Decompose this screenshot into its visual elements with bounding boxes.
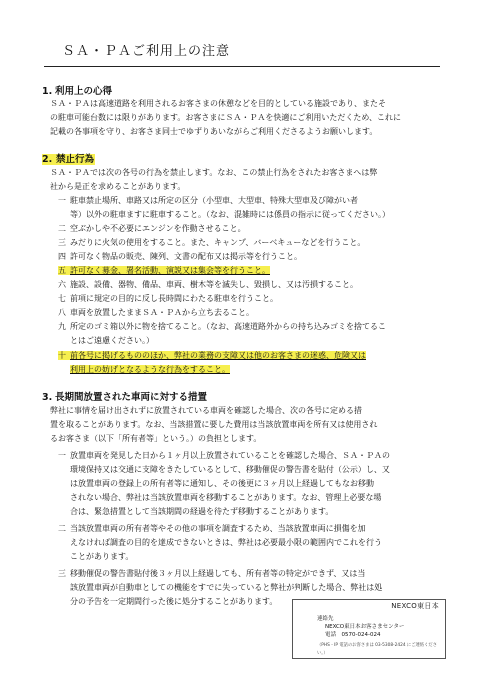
section-1-line: 記載の各事項を守り、お客さま同士でゆずりあいながらご利用くださるようお願いします。 [50,127,378,136]
contact-center: NEXCO東日本お客さまセンター [325,624,405,630]
prohibition-item-cont: 等）以外の駐車ますに駐車すること。（なお、混雑時には係員の指示に従ってください。） [70,210,390,219]
nexco-logo: NEXCO東日本 [391,602,439,610]
prohibition-item-highlighted: 五 許可なく募金、署名活動、演説又は集会等を行うこと。 [58,266,270,275]
prohibition-item: 七 前項に規定の目的に反し長時間にわたる駐車を行うこと。 [58,294,278,303]
measure-item: 一 放置車両を発見した日から１ヶ月以上放置されていることを確認した場合、ＳＡ・ＰＡの [58,451,390,460]
measure-item-cont: 該放置車両が自動車としての機能をすでに失っていると弊社が判断した場合、弊社は処 [70,583,383,592]
contact-note: （PHS・IP 電話のお客さまは 03-5308-2424 にご連絡ください。） [317,643,437,656]
prohibition-item: 三 みだりに火気の使用をすること。また、キャンプ、バーベキューなどを行うこと。 [58,238,366,247]
prohibition-item: 一 駐車禁止場所、車路又は所定の区分（小型車、大型車、特殊大型車及び障がい者 [58,196,358,205]
prohibition-item: 四 許可なく物品の販売、陳列、文書の配布又は掲示等を行うこと。 [58,252,302,261]
measure-item-cont: 環境保持又は交通に支障をきたしているとして、移動催促の警告書を貼付（公示）し、又 [70,465,390,474]
section-1-title: 利用上の心得 [55,86,113,97]
measure-item: 三 移動催促の警告書貼付後３ヶ月以上経過しても、所有者等の特定ができず、又は当 [58,569,366,578]
prohibition-item-highlighted: 十 前各号に掲げるもののほか、弊社の業務の支障又は他のお客さまの迷惑、危険又は [58,351,366,360]
section-3-heading [42,389,207,403]
section-2-title: 禁止行為 [56,154,95,165]
measure-item-cont: は放置車両の登録上の所有者等に通知し、その後更に３ヶ月以上経過してもなお移動 [70,479,374,488]
prohibition-item: 二 空ぶかしや不必要にエンジンを作動させること。 [58,224,246,233]
section-3-number: 3. [42,392,53,403]
section-3-intro-line: 弊社に事情を届け出されずに放置されている車両を確認した場合、次の各号に定める措 [50,406,362,415]
section-2-heading [42,151,95,165]
prohibition-item: 九 所定のゴミ箱以外に物を捨てること。（なお、高速道路外からの持ち込みゴミを捨てるこ [58,322,386,331]
section-2-intro-line: 社から是正を求めることがあります。 [50,182,186,191]
measure-item-cont: されない場合、弊社は当該放置車両を移動することがあります。なお、管理上必要な場 [70,493,382,502]
section-2-number: 2. [42,154,55,165]
title-underline [44,66,440,67]
section-1-line: ＳＡ・ＰＡは高速道路を利用されるお客さまの休憩などを目的としている施設であり、またそ [50,99,386,108]
section-1-number: 1. [42,86,53,97]
measure-item: 二 当該放置車両の所有者等やその他の事項を調査するため、当該放置車両に損傷を加 [58,524,366,533]
contact-label: 連絡先 [317,616,334,622]
page-title: ＳＡ・ＰＡご利用上の注意 [62,44,231,59]
prohibition-item-cont-highlighted: 利用上の妨げとなるような行為をすること。 [70,365,230,374]
prohibition-item-cont: とはご遠慮ください。） [70,336,154,345]
prohibition-item: 六 施設、設備、器物、備品、車両、樹木等を滅失し、毀損し、又は汚損すること。 [58,280,358,289]
measure-item-cont: 合は、緊急措置として当該期間の経過を待たず移動することがあります。 [70,507,334,516]
section-3-intro-line: 置を取ることがあります。なお、当該措置に要した費用は当該放置車両を所有又は使用され [50,420,378,429]
measure-item-cont: えなければ調査の目的を達成できないときは、弊社は必要最小限の範囲内でこれを行う [70,538,382,547]
measure-item-cont: ことがあります。 [70,552,134,561]
section-3-intro-line: るお客さま（以下「所有者等」という。）の負担とします。 [50,434,262,443]
section-1-line: の駐車可能台数には限りがあります。お客さまにＳＡ・ＰＡを快適にご利用いただくため、これに [50,113,402,122]
contact-box [292,599,446,659]
section-1-heading [42,83,112,97]
contact-phone: 電話 0570-024-024 [325,632,381,638]
section-2-intro-line: ＳＡ・ＰＡでは次の各号の行為を禁止します。なお、この禁止行為をされたお客さまへは弊 [50,168,378,177]
measure-item-cont: 分の予告を一定期間行った後に処分することがあります。 [70,597,278,606]
prohibition-item: 八 車両を放置したままＳＡ・ＰＡから立ち去ること。 [58,308,254,317]
section-3-title: 長期間放置された車両に対する措置 [55,392,208,403]
